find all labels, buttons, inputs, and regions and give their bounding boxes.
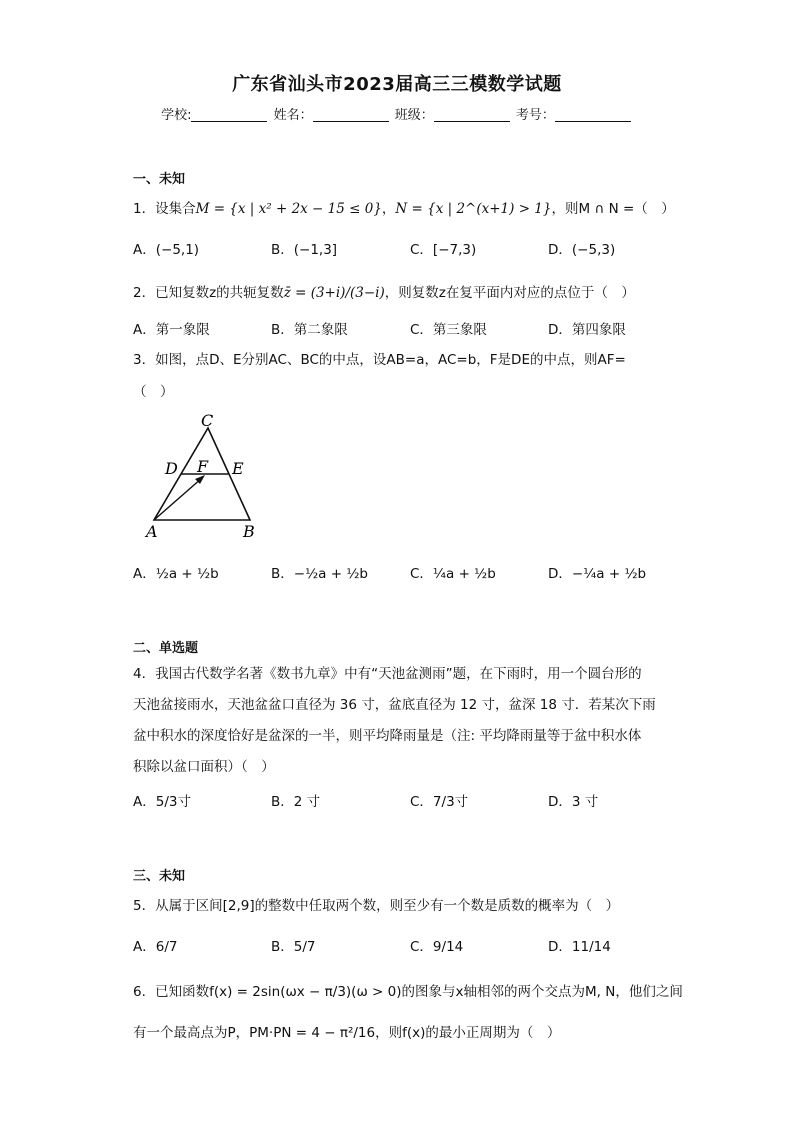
q3-option-a[interactable]: A．½a + ½b	[133, 566, 219, 582]
name-blank[interactable]	[313, 108, 389, 122]
q3-option-b[interactable]: B．−½a + ½b	[271, 566, 368, 582]
school-blank[interactable]	[191, 108, 267, 122]
question-number: 3．	[133, 352, 156, 368]
question-4-line1	[133, 662, 642, 682]
q4-option-c[interactable]: C．7/3寸	[410, 794, 469, 810]
question-2	[133, 281, 635, 301]
label-d: D	[165, 459, 178, 478]
q4-option-a[interactable]: A．5/3寸	[133, 794, 191, 810]
student-info-line	[0, 104, 794, 123]
q2-option-b[interactable]: B．第二象限	[271, 322, 348, 338]
q4-option-b[interactable]: B．2 寸	[271, 794, 321, 810]
class-blank[interactable]	[434, 108, 510, 122]
label-b: B	[243, 522, 255, 541]
question-text: 设集合	[155, 201, 196, 217]
q2-option-a[interactable]: A．第一象限	[133, 322, 210, 338]
question-4-line3: 盆中积水的深度恰好是盆深的一半，则平均降雨量是（注: 平均降雨量等于盆中积水体	[133, 728, 642, 744]
question-text: 我国古代数学名著《数书九章》中有“天池盆测雨”题，在下雨时，用一个圆台形的	[155, 666, 642, 682]
question-text: ，则M ∩ N =（ ）	[551, 201, 675, 217]
label-f: F	[197, 457, 209, 476]
question-text: ，	[381, 201, 396, 217]
question-3-line2: （ ）	[133, 384, 174, 400]
exam-number-label: 考号：	[515, 108, 555, 123]
question-number: 2．	[133, 285, 156, 301]
q5-option-a[interactable]: A．6/7	[133, 939, 178, 955]
question-number: 1．	[133, 201, 156, 217]
name-label: 姓名：	[273, 108, 313, 123]
q5-option-b[interactable]: B．5/7	[271, 939, 316, 955]
exam-number-blank[interactable]	[555, 108, 631, 122]
question-6-line1	[133, 980, 683, 1000]
q2-option-d[interactable]: D．第四象限	[548, 322, 626, 338]
section-heading-3: 三、未知	[133, 869, 186, 884]
q1-option-a[interactable]: A．(−5,1)	[133, 242, 200, 258]
q2-option-c[interactable]: C．第三象限	[410, 322, 487, 338]
q1-option-b[interactable]: B．(−1,3]	[271, 242, 338, 258]
question-text: 从属于区间[2,9]的整数中任取两个数，则至少有一个数是质数的概率为（ ）	[155, 898, 620, 914]
question-4-line4: 积除以盆口面积）（ ）	[133, 759, 275, 775]
page-title: 广东省汕头市2023届高三三模数学试题	[232, 74, 562, 95]
triangle-figure	[140, 408, 270, 543]
set-n-expression: N = {x | 2^(x+1) > 1}	[395, 201, 552, 217]
question-5	[133, 894, 619, 914]
section-heading-1: 一、未知	[133, 172, 186, 187]
conjugate-expression: z̄ = (3+i)/(3−i)	[283, 285, 385, 301]
school-label: 学校:	[161, 108, 192, 123]
q3-option-d[interactable]: D．−¼a + ½b	[548, 566, 647, 582]
question-text: 如图，点D、E分别AC、BC的中点，设AB=a，AC=b，F是DE的中点，则AF=	[155, 352, 626, 368]
class-label: 班级：	[394, 108, 434, 123]
q3-option-c[interactable]: C．¼a + ½b	[410, 566, 496, 582]
question-4-line2: 天池盆接雨水，天池盆盆口直径为 36 寸，盆底直径为 12 寸，盆深 18 寸．若某次下雨	[133, 697, 656, 713]
set-m-expression: M = {x | x² + 2x − 15 ≤ 0}	[195, 201, 382, 217]
question-text: 已知函数f(x) = 2sin(ωx − π/3)(ω > 0)的图象与x轴相邻的两个交点为M, N，他们之间	[155, 984, 683, 1000]
question-text: ，则复数z在复平面内对应的点位于（ ）	[384, 285, 635, 301]
label-c: C	[201, 411, 214, 430]
question-3	[133, 348, 626, 368]
question-text: 已知复数z的共轭复数	[155, 285, 284, 301]
question-1	[133, 197, 675, 217]
q5-option-c[interactable]: C．9/14	[410, 939, 464, 955]
question-6-line2: 有一个最高点为P，PM·PN = 4 − π²/16，则f(x)的最小正周期为（ ）	[133, 1025, 561, 1041]
label-e: E	[232, 459, 244, 478]
q1-option-d[interactable]: D．(−5,3)	[548, 242, 616, 258]
q5-option-d[interactable]: D．11/14	[548, 939, 611, 955]
q1-option-c[interactable]: C．[−7,3)	[410, 242, 477, 258]
vector-af	[154, 478, 202, 520]
q4-option-d[interactable]: D．3 寸	[548, 794, 599, 810]
question-number: 6．	[133, 984, 156, 1000]
label-a: A	[146, 522, 158, 541]
question-number: 5．	[133, 898, 156, 914]
question-number: 4．	[133, 666, 156, 682]
section-heading-2: 二、单选题	[133, 641, 199, 656]
